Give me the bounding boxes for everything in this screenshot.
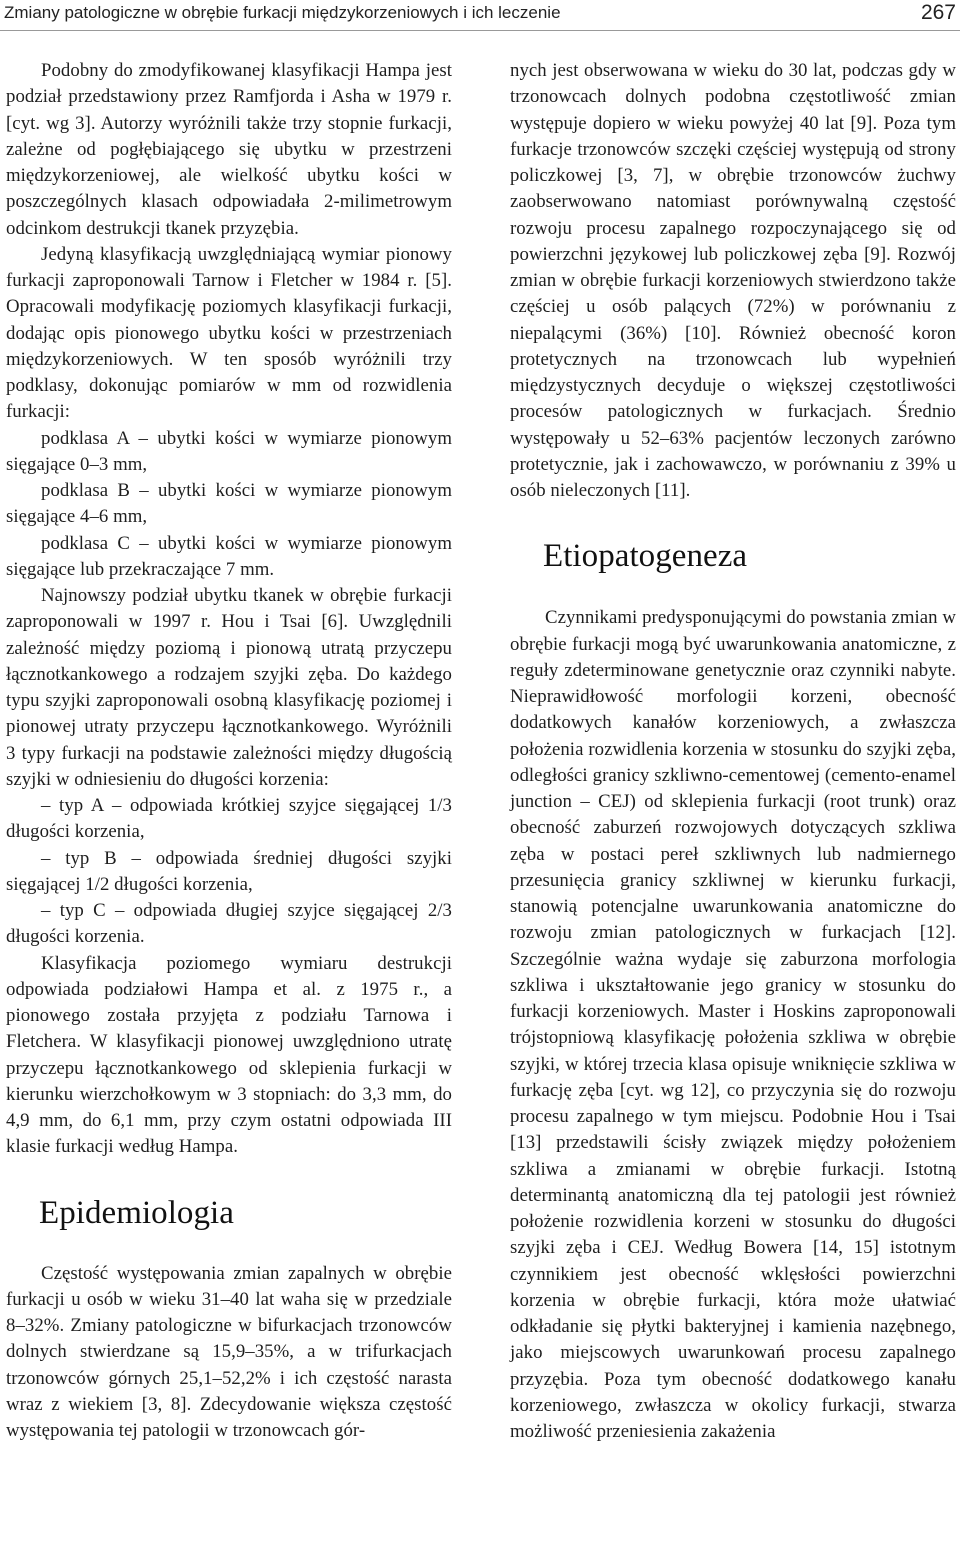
running-title: Zmiany patologiczne w obrębie furkacji międzykorzeniowych i ich leczenie xyxy=(4,3,561,22)
type-item: – typ A – odpowiada krótkiej szyjce sięgającej 1/3 długości korzenia, xyxy=(6,795,452,843)
paragraph: Podobny do zmodyfikowanej klasyfikacji Hampa jest podział przedstawiony przez Ramfjorda i Asha w 1979 r. [cyt. wg 3]. Autorzy wyróżnili także trzy stopnie furkacji, zależne od pogłębiającego się ubytku w przestrzeni międzykorzeniowej, ale wielkość ubytku kości w poszczególnych klasach odpowiadała 2-milimetrowym odcinkom destrukcji tkanek przyzębia. xyxy=(6,60,452,239)
paragraph: nych jest obserwowana w wieku do 30 lat, podczas gdy w trzonowcach dolnych podobna częstotliwość zmian występuje dopiero w wieku powyżej 40 lat [9]. Poza tym furkacje trzonowców szczęki częściej występują od strony policzkowej [3, 7], w obrębie trzonowców żuchwy zaobserwowano natomiast porównywalną częstość rozwoju procesu zapalnego rozpoczynającego się od powierzchni językowej lub policzkowej zęba [9]. Rozwój zmian w obrębie furkacji korzeniowych stwierdzono także częściej u osób palących (72%) w porównaniu z niepalącymi (36%) [10]. Również obecność koron protetycznych na trzonowcach lub wypełnień międzystycznych decyduje o większej częstotliwości procesów patologicznych w furkacjach. Średnio występowały u 52–63% pacjentów leczonych zarówno protetycznie, jak i zachowawczo, w porównaniu z 39% u osób nieleczonych [11]. xyxy=(510,60,956,501)
subclass-item: podklasa B – ubytki kości w wymiarze pionowym sięgające 4–6 mm, xyxy=(6,480,452,528)
running-header xyxy=(0,0,960,31)
left-column xyxy=(6,58,452,1444)
section-heading-epidemiologia: Epidemiologia xyxy=(39,1194,234,1231)
paragraph: Klasyfikacja poziomego wymiaru destrukcji odpowiada podziałowi Hampa et al. z 1975 r., a pionowego została przyjęta z podziału Tarnowa i Fletchera. W klasyfikacji pionowej uwzględniono utratę przyczepu łącznotkankowego od sklepienia furkacji w kierunku wierzchołkowym w 3 stopniach: do 3,3 mm, do 4,9 mm, do 6,1 mm, przy czym ostatni odpowiada III klasie furkacji według Hampa. xyxy=(6,952,452,1158)
type-item: – typ C – odpowiada długiej szyjce sięgającej 2/3 długości korzenia. xyxy=(6,900,452,948)
paragraph: Najnowszy podział ubytku tkanek w obrębie furkacji zaproponowali w 1997 r. Hou i Tsai [6]. Uwzględnili zależność między poziomą i pionową utratą przyczepu łącznotkankowego a rodzajem szyjki zęba. Do każdego typu szyjki zaproponowali osobną klasyfikację poziomej i pionowej utraty przyczepu łącznotkankowego. Wyróżnili 3 typy furkacji na podstawie zależności między długością szyjki w odniesieniu do długości korzenia: xyxy=(6,585,452,790)
subclass-item: podklasa C – ubytki kości w wymiarze pionowym sięgające lub przekraczające 7 mm. xyxy=(6,532,452,580)
section-heading-etiopatogeneza: Etiopatogeneza xyxy=(543,538,748,575)
paragraph: Częstość występowania zmian zapalnych w obrębie furkacji u osób w wieku 31–40 lat waha się w przedziale 8–32%. Zmiany patologiczne w bifurkacjach trzonowców dolnych stwierdzane są 15,9–35%, a w trifurkacjach trzonowców górnych 25,1–52,2% i ich częstość narasta wraz z wiekiem [3, 8]. Zdecydowanie większa częstość występowania tej patologii w trzonowcach gór- xyxy=(6,1262,452,1441)
page-number: 267 xyxy=(920,1,956,24)
paragraph: Czynnikami predysponującymi do powstania zmian w obrębie furkacji mogą być uwarunkowania anatomiczne, z reguły zdeterminowane genetycznie oraz czynniki nabyte. Nieprawidłowość morfologii korzeni, obecność dodatkowych kanałów korzeniowych, a zwłaszcza położenia rozwidlenia korzenia w stosunku do szyjki zęba, odległości granicy szkliwno-cementowej (cemento-enamel junction – CEJ) od sklepienia furkacji (root trunk) oraz obecność zaburzeń rozwojowych dotyczących szkliwa zęba w postaci pereł szkliwnych lub nadmiernego przesunięcia granicy szkliwnej w kierunku furkacji, stanowią potencjalne uwarunkowania anatomiczne do rozwoju zmian patologicznych w furkacjach [12]. Szczególnie ważna wydaje się zaburzona morfologia szkliwa i ukształtowanie jego granicy w stosunku do furkacji korzeniowych. Master i Hoskins zaproponowali trójstopniową klasyfikację położenia szkliwa w obrębie szyjki, w której trzecia klasa opisuje wniknięcie szkliwa w furkację zęba [cyt. wg 12], co przyczynia się do rozwoju procesu zapalnego w tym miejscu. Podobnie Hou i Tsai [13] przedstawili ścisły związek między położeniem szkliwa a zmianami w obrębie furkacji. Istotną determinantą anatomiczną dla tej patologii jest również położenie rozwidlenia korzeni w stosunku do długości szyjki zęba i CEJ. Według Bowera [14, 15] istotnym czynnikiem jest obecność wklęsłości powierzchni korzenia w obrębie furkacji, która może ułatwiać odkładanie się płytki bakteryjnej i kamienia nazębnego, jako miejscowych uwarunkowań procesu zapalnego przyzębia. Poza tym obecność dodatkowego kanału korzeniowego, zwłaszcza w okolicy furkacji, stwarza możliwość przeniesienia zakażenia xyxy=(510,607,956,1442)
paragraph: Jedyną klasyfikacją uwzględniającą wymiar pionowy furkacji zaproponowali Tarnow i Fletcher w 1984 r. [5]. Opracowali modyfikację poziomych klasyfikacji furkacji, dodając opis pionowego ubytku kości w przestrzeniach międzykorzeniowych. W ten sposób wyróżnili trzy podklasy, dokonując pomiarów w mm od rozwidlenia furkacji: xyxy=(6,243,452,423)
subclass-item: podklasa A – ubytki kości w wymiarze pionowym sięgające 0–3 mm, xyxy=(6,427,452,475)
right-column xyxy=(510,58,956,1445)
type-item: – typ B – odpowiada średniej długości szyjki sięgającej 1/2 długości korzenia, xyxy=(6,847,452,895)
